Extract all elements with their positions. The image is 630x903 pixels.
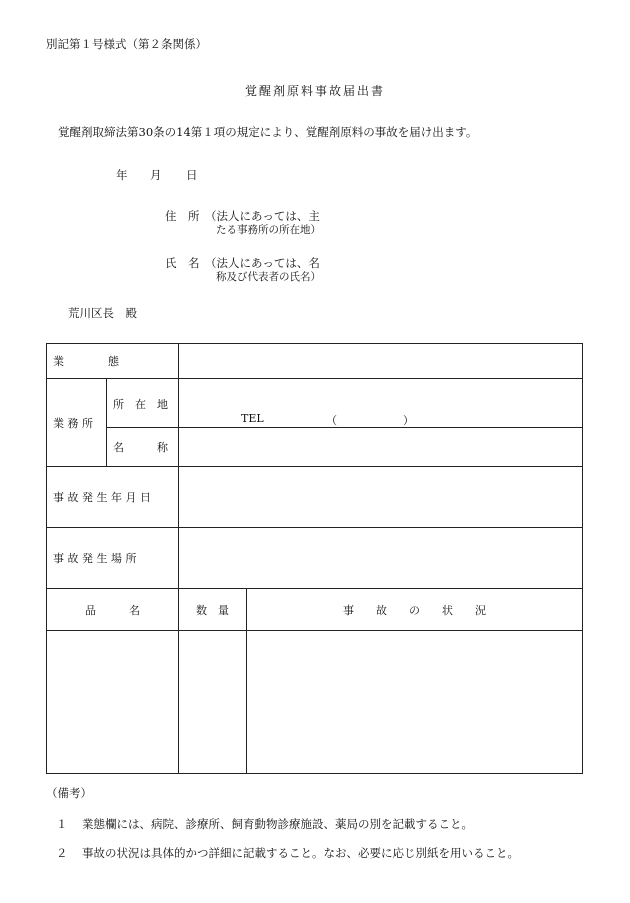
office-location-row (47, 379, 583, 428)
addressee: 荒川区長 殿 (68, 306, 137, 320)
accident-report-table (46, 343, 583, 774)
document-title: 覚醒剤原料事故届出書 (244, 84, 385, 98)
month-label: 月 (150, 168, 162, 182)
item-name-field[interactable] (47, 631, 179, 774)
office-name-row (47, 428, 583, 467)
accident-place-field[interactable] (179, 528, 583, 589)
situation-field[interactable] (247, 631, 583, 774)
note-number: １ (56, 817, 68, 831)
name-note-2: 称及び代表者の氏名） (216, 271, 321, 283)
tel-label: TEL (241, 412, 264, 425)
note-text: 業態欄には、病院、診療所、飼育動物診療施設、薬局の別を記載すること。 (82, 817, 473, 831)
address-note-2: たる事務所の所在地） (216, 224, 321, 236)
business-type-row (47, 344, 583, 379)
year-label: 年 (116, 168, 128, 182)
notes-heading: （備考） (46, 786, 92, 800)
day-label: 日 (186, 168, 198, 182)
name-label: 氏 名 (165, 256, 200, 270)
detail-body-row (47, 631, 583, 774)
business-type-field[interactable] (179, 344, 583, 379)
accident-place-row (47, 528, 583, 589)
name-note-1: （法人にあっては、名 (205, 256, 320, 270)
quantity-header: 数 量 (179, 589, 247, 631)
address-label: 住 所 (165, 209, 200, 223)
business-type-label: 業 態 (47, 344, 179, 379)
situation-header: 事 故 の 状 況 (247, 589, 583, 631)
note-number: ２ (56, 846, 68, 860)
accident-place-label: 事 故 発 生 場 所 (47, 528, 179, 589)
accident-date-label: 事 故 発 生 年 月 日 (47, 467, 179, 528)
location-field[interactable] (179, 379, 583, 428)
accident-date-field[interactable] (179, 467, 583, 528)
office-name-field[interactable] (179, 428, 583, 467)
quantity-field[interactable] (179, 631, 247, 774)
form-number: 別記第１号様式（第２条関係） (46, 37, 207, 51)
note-text: 事故の状況は具体的かつ詳細に記載すること。なお、必要に応じ別紙を用いること。 (82, 846, 519, 860)
address-note-1: （法人にあっては、主 (205, 209, 320, 223)
accident-date-row (47, 467, 583, 528)
detail-header-row (47, 589, 583, 631)
item-name-header: 品 名 (47, 589, 179, 631)
location-label: 所 在 地 (107, 379, 179, 428)
office-label: 業 務 所 (47, 379, 107, 467)
intro-text: 覚醒剤取締法第30条の14第１項の規定により、覚醒剤原料の事故を届け出ます。 (58, 125, 478, 139)
office-name-label: 名 称 (107, 428, 179, 467)
tel-paren: （ ） (326, 414, 414, 427)
